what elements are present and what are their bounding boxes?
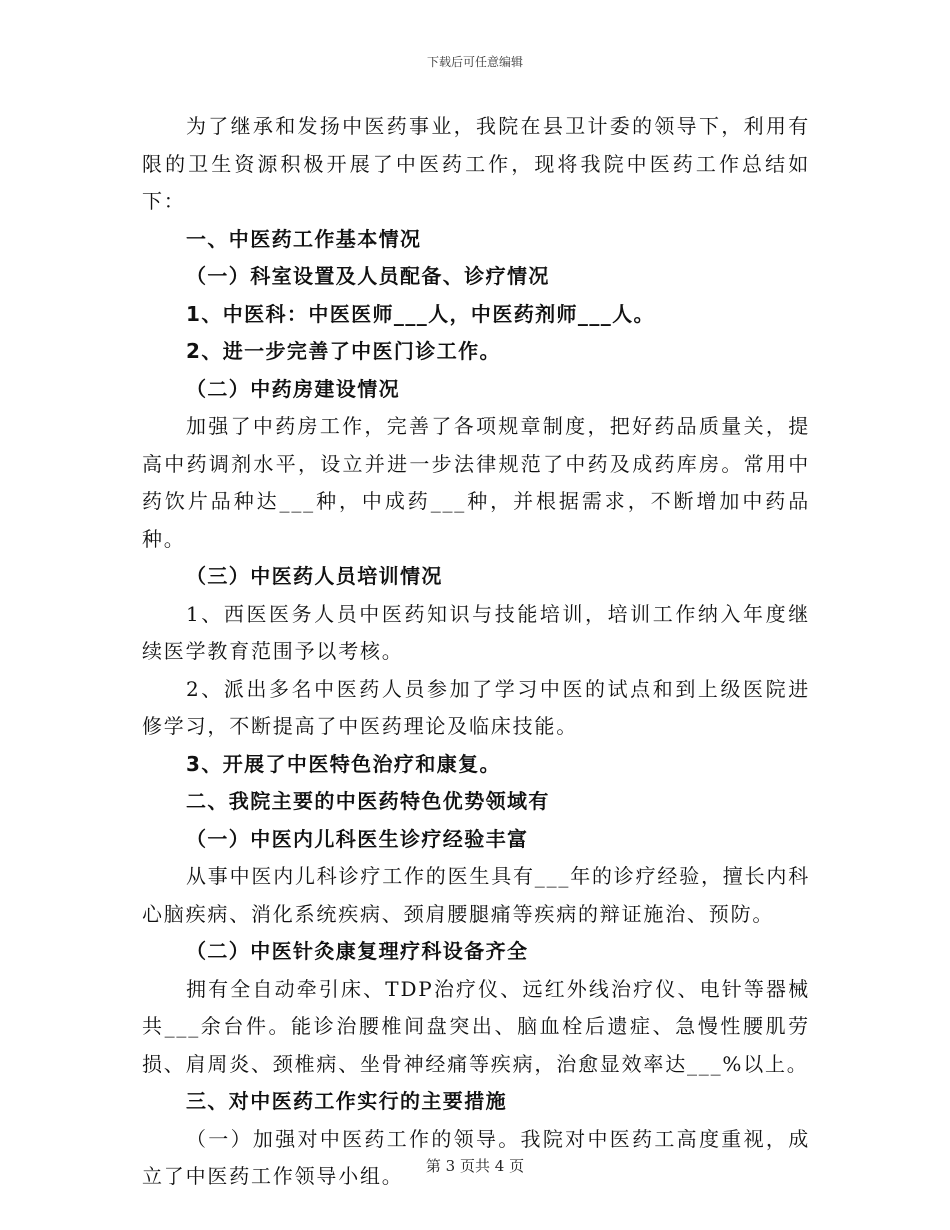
paragraph-equipment: 拥有全自动牵引床、TDP治疗仪、远红外线治疗仪、电针等器械共___余台件。能诊治腰椎间盘突出、脑血栓后遗症、急慢性腰肌劳损、肩周炎、颈椎病、坐骨神经痛等疾病，治愈显效率达___%以上。 — [142, 976, 810, 1076]
heading-section-1: 一、中医药工作基本情况 — [186, 226, 422, 251]
page-header: 下载后可任意编辑 — [426, 55, 523, 69]
item-1-3-3: 3、开展了中医特色治疗和康复。 — [186, 751, 501, 776]
heading-section-3: 三、对中医药工作实行的主要措施 — [186, 1089, 507, 1113]
paragraph-training-2: 2、派出多名中医药人员参加了学习中医的试点和到上级医院进修学习，不断提高了中医药理论及临床技能。 — [142, 676, 810, 738]
item-1-1-2: 2、进一步完善了中医门诊工作。 — [186, 339, 501, 363]
subheading-2-2: （二）中医针灸康复理疗科设备齐全 — [186, 939, 529, 963]
paragraph-pharmacy: 加强了中药房工作，完善了各项规章制度，把好药品质量关，提高中药调剂水平，设立并进一步法律规范了中药及成药库房。常用中药饮片品种达___种，中成药___种，并根据需求，不断增加中药品种。 — [142, 414, 810, 551]
subheading-1-2: （二）中药房建设情况 — [186, 376, 400, 401]
paragraph-training-1: 1、西医医务人员中医药知识与技能培训，培训工作纳入年度继续医学教育范围予以考核。 — [142, 601, 810, 663]
document-body — [142, 108, 810, 1196]
page-footer: 第 3 页共 4 页 — [425, 1157, 525, 1175]
heading-section-2: 二、我院主要的中医药特色优势领域有 — [186, 789, 550, 813]
subheading-2-1: （一）中医内儿科医生诊疗经验丰富 — [186, 826, 529, 851]
subheading-1-3: （三）中医药人员培训情况 — [186, 564, 443, 588]
subheading-1-1: （一）科室设置及人员配备、诊疗情况 — [186, 264, 550, 288]
item-1-1-1: 1、中医科：中医医师___人，中医药剂师___人。 — [186, 301, 655, 326]
paragraph-measures-1: （一）加强对中医药工作的领导。我院对中医药工高度重视，成立了中医药工作领导小组。 — [142, 1126, 810, 1188]
paragraph-internal-medicine: 从事中医内儿科诊疗工作的医生具有___年的诊疗经验，擅长内科心脑疾病、消化系统疾病、颈肩腰腿痛等疾病的辩证施治、预防。 — [142, 864, 810, 926]
paragraph-intro: 为了继承和发扬中医药事业，我院在县卫计委的领导下，利用有限的卫生资源积极开展了中医药工作，现将我院中医药工作总结如下： — [142, 114, 810, 213]
